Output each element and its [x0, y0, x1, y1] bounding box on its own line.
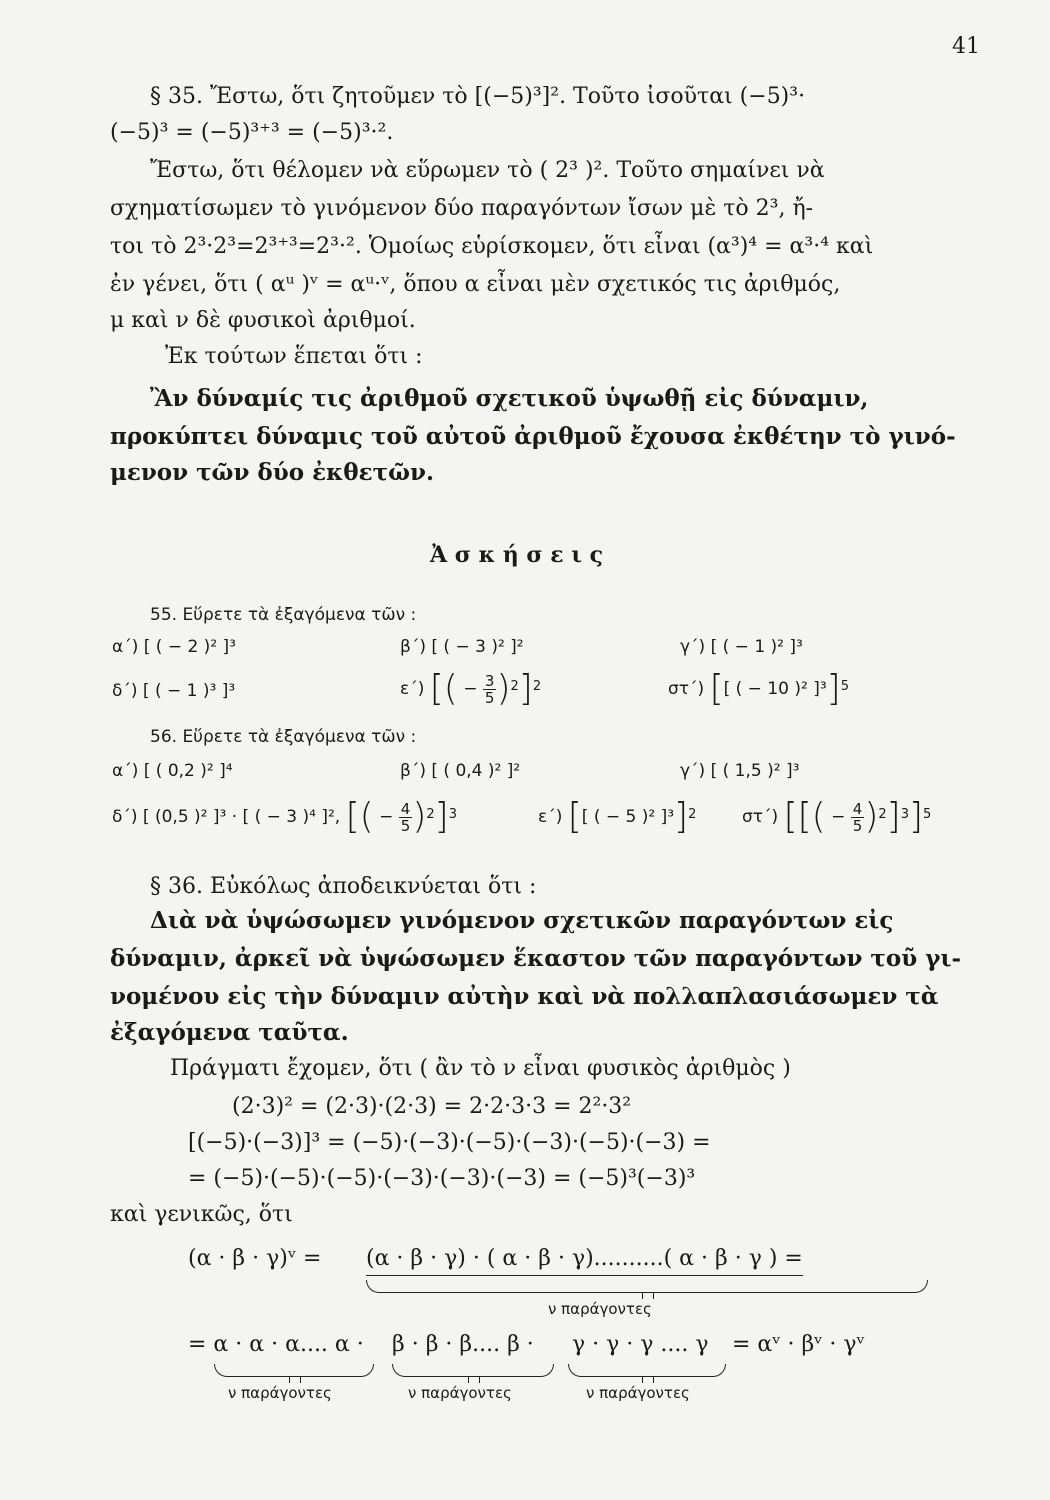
exercise-55-f: στ΄) [[ ( − 10 )² ]³]$^5$ — [668, 668, 849, 709]
exercises-heading: Ἀ σ κ ή σ ε ι ς — [430, 542, 604, 568]
s36-rule-1: Διὰ νὰ ὑψώσωμεν γινόμενον σχετικῶν παραγόντων εἰς — [150, 907, 894, 934]
s36-rule-3: νομένου εἰς τὴν δύναμιν αὐτὴν καὶ νὰ πολλαπλασιάσωμεν τὰ — [110, 983, 939, 1010]
s35-line-5: τοι τὸ 2³·2³=2³⁺³=2³·². Ὁμοίως εὑρίσκομεν, ὅτι εἶναι (α³)⁴ = α³·⁴ καὶ — [110, 234, 874, 259]
exercise-56-title: 56. Εὕρετε τὰ ἐξαγόμενα τῶν : — [150, 727, 417, 747]
exercise-56-d: δ΄) [ (0,5 )² ]³ · [ ( − 3 )⁴ ]², [( − $\frac{4}{5}$ )$^2$]$^3$ — [112, 796, 457, 837]
exercise-55-c: γ΄) [ ( − 1 )² ]³ — [680, 637, 803, 657]
brace-2-label: ν παράγοντες — [228, 1384, 332, 1402]
s36-equation-5-end: = αᵛ · βᵛ · γᵛ — [732, 1332, 865, 1357]
fraction-4-5-b: $\frac{4}{5}$ — [852, 799, 863, 835]
s36-line-1: § 36. Εὐκόλως ἀποδεικνύεται ὅτι : — [150, 874, 537, 899]
s36-equation-3: = (−5)·(−5)·(−5)·(−3)·(−3)·(−3) = (−5)³(−3)³ — [188, 1166, 696, 1191]
s35-line-8: Ἐκ τούτων ἕπεται ὅτι : — [165, 344, 423, 369]
s35-line-6: ἐν γένει, ὅτι ( αᵘ )ᵛ = αᵘ·ᵛ, ὅπου α εἶναι μὲν σχετικός τις ἀριθμός, — [110, 272, 841, 297]
exercise-56-c: γ΄) [ ( 1,5 )² ]³ — [680, 761, 800, 781]
s36-equation-4-right: (α · β · γ) · ( α · β · γ)..........( α · β · γ ) = — [366, 1244, 803, 1276]
exercise-55-b: β΄) [ ( − 3 )² ]² — [400, 637, 524, 657]
s36-equation-5-b: β · β · β.... β · — [392, 1332, 534, 1357]
exercise-56-e: ε΄) [[ ( − 5 )² ]³]$^2$ — [538, 796, 697, 837]
s36-line-2: Πράγματι ἔχομεν, ὅτι ( ἂν τὸ ν εἶναι φυσικὸς ἀριθμὸς ) — [170, 1056, 791, 1081]
brace-1-label: ν παράγοντες — [548, 1300, 652, 1318]
fraction-4-5-a: $\frac{4}{5}$ — [400, 799, 411, 835]
s35-line-7: μ καὶ ν δὲ φυσικοὶ ἀριθμοί. — [110, 308, 416, 333]
exercise-55-e-label: ε΄) — [400, 679, 425, 699]
exercise-55-a: α΄) [ ( − 2 )² ]³ — [112, 637, 236, 657]
s36-equation-2: [(−5)·(−3)]³ = (−5)·(−3)·(−5)·(−3)·(−5)·(−3) = — [188, 1130, 711, 1155]
brace-2 — [214, 1364, 374, 1377]
s35-line-1: § 35. Ἔστω, ὅτι ζητοῦμεν τὸ [(−5)³]². Τοῦτο ἰσοῦται (−5)³· — [150, 84, 806, 109]
exercise-56-a: α΄) [ ( 0,2 )² ]⁴ — [112, 761, 233, 781]
s35-rule-2: προκύπτει δύναμις τοῦ αὐτοῦ ἀριθμοῦ ἔχουσα ἐκθέτην τὸ γινό- — [110, 423, 956, 450]
exercise-55-d: δ΄) [ ( − 1 )³ ]³ — [112, 681, 236, 701]
s36-equation-4-left: (α · β · γ)ᵛ = — [188, 1246, 322, 1271]
brace-4 — [568, 1364, 726, 1377]
s35-rule-3: μενον τῶν δύο ἐκθετῶν. — [110, 459, 434, 486]
s36-rule-4: ἐξαγόμενα ταῦτα. — [110, 1019, 349, 1046]
brace-3 — [392, 1364, 554, 1377]
exercise-55-f-label: στ΄) — [668, 679, 705, 699]
s36-equation-5-a: = α · α · α.... α · — [188, 1332, 364, 1357]
s36-equation-5-c: γ · γ · γ .... γ — [572, 1332, 709, 1357]
s35-rule-1: Ἂν δύναμίς τις ἀριθμοῦ σχετικοῦ ὑψωθῇ εἰς δύναμιν, — [150, 385, 869, 412]
s35-line-4: σχηματίσωμεν τὸ γινόμενον δύο παραγόντων ἴσων μὲ τὸ 2³, ἤ- — [110, 196, 814, 221]
exercise-55-title: 55. Εὕρετε τὰ ἐξαγόμενα τῶν : — [150, 605, 417, 625]
fraction-3-5: $\frac{3}{5}$ — [484, 671, 495, 707]
s36-rule-2: δύναμιν, ἀρκεῖ νὰ ὑψώσωμεν ἕκαστον τῶν παραγόντων τοῦ γι- — [110, 945, 962, 972]
exercise-56-b: β΄) [ ( 0,4 )² ]² — [400, 761, 521, 781]
brace-3-label: ν παράγοντες — [408, 1384, 512, 1402]
brace-1 — [366, 1280, 928, 1293]
s36-line-3: καὶ γενικῶς, ὅτι — [110, 1202, 293, 1227]
brace-4-label: ν παράγοντες — [586, 1384, 690, 1402]
page-number: 41 — [952, 34, 980, 59]
exercise-55-e: ε΄) [( − $\frac{3}{5}$ )$^2$]$^2$ — [400, 668, 542, 709]
s36-equation-1: (2·3)² = (2·3)·(2·3) = 2·2·3·3 = 2²·3² — [232, 1094, 632, 1119]
s35-line-2: (−5)³ = (−5)³⁺³ = (−5)³·². — [110, 120, 394, 145]
exercise-56-f: στ΄) [[( − $\frac{4}{5}$ )$^2$]$^3$]$^5$ — [742, 796, 932, 837]
s35-line-3: Ἔστω, ὅτι θέλομεν νὰ εὕρωμεν τὸ ( 2³ )². Τοῦτο σημαίνει νὰ — [150, 158, 825, 183]
